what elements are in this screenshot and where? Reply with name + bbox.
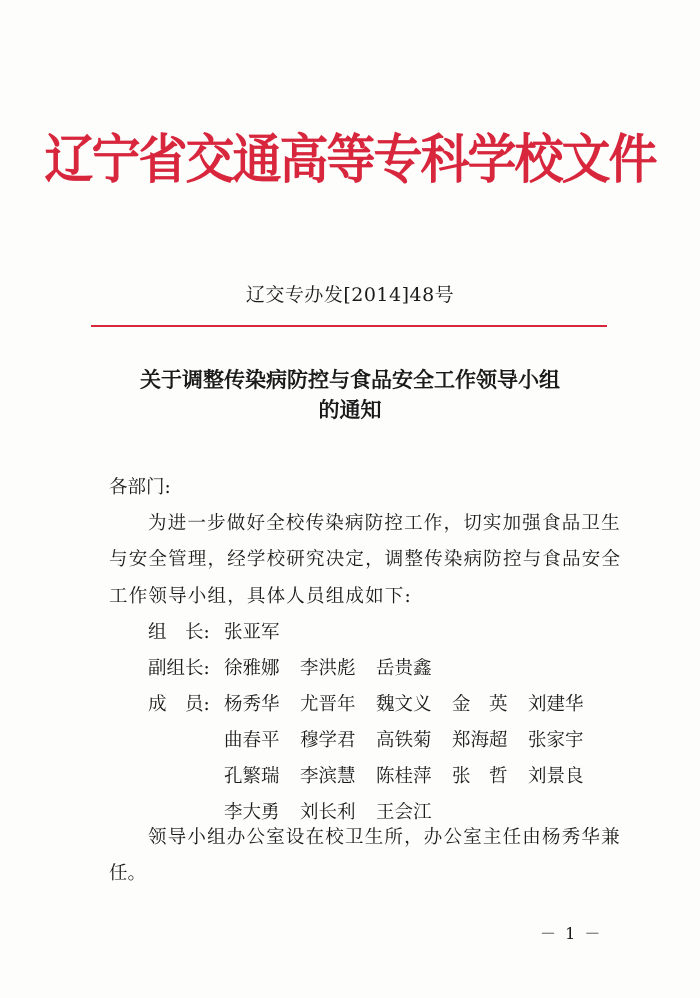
member-name: 金 英 bbox=[452, 694, 508, 715]
member-name: 刘长利 bbox=[300, 802, 356, 823]
salutation: 各部门: bbox=[109, 477, 171, 498]
document-number: 辽交专办发[2014]48号 bbox=[245, 284, 455, 306]
paragraph-2-line-1: 领导小组办公室设在校卫生所，办公室主任由杨秀华兼 bbox=[148, 827, 621, 848]
member-name: 李大勇 bbox=[224, 802, 280, 823]
member-name: 杨秀华 bbox=[224, 694, 280, 715]
member-name: 穆学君 bbox=[300, 730, 356, 751]
paragraph-1-line-3: 工作领导小组，具体人员组成如下: bbox=[109, 586, 412, 607]
member-name: 陈桂萍 bbox=[376, 766, 432, 787]
member-name: 王会江 bbox=[376, 802, 432, 823]
paragraph-1-line-1: 为进一步做好全校传染病防控工作，切实加强食品卫生 bbox=[148, 513, 621, 534]
member-name: 孔繁瑞 bbox=[224, 766, 280, 787]
member-name: 魏文义 bbox=[376, 694, 432, 715]
paragraph-1-line-2: 与安全管理，经学校研究决定，调整传染病防控与食品安全 bbox=[109, 549, 622, 570]
deputy-label: 副组长: bbox=[148, 658, 210, 679]
leader-name: 张亚军 bbox=[224, 622, 280, 643]
member-name: 张家宇 bbox=[528, 730, 584, 751]
page-number: － 1 － bbox=[540, 924, 603, 943]
deputy-name: 徐雅娜 bbox=[224, 658, 280, 679]
member-name: 高铁菊 bbox=[376, 730, 432, 751]
notice-title-line-2: 的通知 bbox=[318, 398, 382, 422]
deputy-name: 岳贵鑫 bbox=[376, 658, 432, 679]
member-name: 刘景良 bbox=[528, 766, 584, 787]
deputy-name: 李洪彪 bbox=[300, 658, 356, 679]
red-divider bbox=[91, 325, 607, 327]
member-name: 郑海超 bbox=[452, 730, 508, 751]
leader-label: 组 长: bbox=[148, 622, 210, 643]
member-name: 刘建华 bbox=[528, 694, 584, 715]
member-name: 曲春平 bbox=[224, 730, 280, 751]
member-name: 尤晋年 bbox=[300, 694, 356, 715]
paragraph-2-line-2: 任。 bbox=[109, 863, 147, 884]
member-name: 李滨慧 bbox=[300, 766, 356, 787]
notice-title-line-1: 关于调整传染病防控与食品安全工作领导小组 bbox=[140, 368, 560, 392]
member-label: 成 员: bbox=[148, 694, 210, 715]
member-name: 张 哲 bbox=[452, 766, 508, 787]
document-header-title: 辽宁省交通高等专科学校文件 bbox=[44, 128, 656, 191]
